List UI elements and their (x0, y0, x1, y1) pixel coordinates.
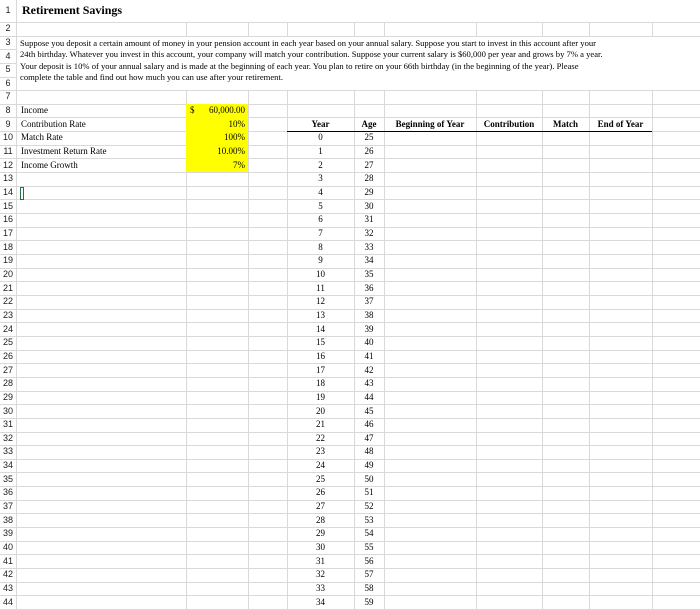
year-cell[interactable]: 31 (316, 555, 325, 566)
row-header[interactable]: 23 (2, 309, 13, 320)
input-value[interactable]: 10% (228, 118, 245, 129)
row-header[interactable]: 4 (5, 50, 11, 61)
age-cell[interactable]: 59 (364, 596, 374, 607)
year-cell[interactable]: 28 (316, 514, 325, 525)
row-header[interactable]: 13 (2, 173, 13, 184)
age-cell[interactable]: 27 (364, 159, 374, 170)
year-cell[interactable]: 18 (316, 378, 325, 389)
row-header[interactable]: 11 (3, 146, 13, 157)
row-header[interactable]: 44 (2, 596, 13, 607)
year-cell[interactable]: 11 (316, 282, 325, 293)
gridline-vertical (16, 0, 17, 609)
year-cell[interactable]: 3 (318, 173, 323, 184)
row-header[interactable]: 32 (2, 432, 13, 443)
row-header[interactable]: 33 (2, 446, 13, 457)
age-cell[interactable]: 25 (364, 132, 374, 143)
row-header[interactable]: 17 (2, 228, 13, 239)
age-cell[interactable]: 30 (364, 200, 374, 211)
header-year: Year (311, 118, 330, 129)
year-cell[interactable]: 8 (318, 241, 323, 252)
description-line: complete the table and find out how much you can use after your retirement. (20, 72, 283, 83)
input-label: Match Rate (21, 132, 63, 143)
age-cell[interactable]: 41 (364, 350, 374, 361)
sheet-title: Retirement Savings (22, 3, 123, 17)
input-label: Income (21, 105, 48, 116)
row-header[interactable]: 40 (2, 542, 13, 553)
gridline-horizontal (0, 104, 700, 105)
year-cell[interactable]: 1 (318, 146, 323, 157)
row-header[interactable]: 41 (2, 555, 13, 566)
row-header[interactable]: 25 (2, 337, 13, 348)
header-age: Age (361, 118, 377, 129)
row-header[interactable]: 39 (2, 528, 13, 539)
age-cell[interactable]: 38 (364, 309, 374, 320)
year-cell[interactable]: 27 (316, 501, 325, 512)
age-cell[interactable]: 58 (364, 583, 374, 594)
age-cell[interactable]: 51 (364, 487, 374, 498)
year-cell[interactable]: 13 (316, 309, 325, 320)
age-cell[interactable]: 53 (364, 514, 374, 525)
row-header[interactable]: 36 (2, 487, 13, 498)
year-cell[interactable]: 26 (316, 487, 325, 498)
year-cell[interactable]: 25 (316, 473, 325, 484)
age-cell[interactable]: 35 (364, 268, 374, 279)
gridline-vertical (186, 0, 187, 609)
year-cell[interactable]: 10 (316, 268, 325, 279)
age-cell[interactable]: 32 (364, 228, 374, 239)
age-cell[interactable]: 34 (364, 255, 374, 266)
year-cell[interactable]: 23 (316, 446, 325, 457)
age-cell[interactable]: 26 (364, 146, 374, 157)
header-beginning-of-year: Beginning of Year (395, 118, 465, 129)
row-header[interactable]: 24 (2, 323, 13, 334)
row-header[interactable]: 28 (2, 378, 13, 389)
row-header[interactable]: 29 (2, 391, 13, 402)
row-header[interactable]: 15 (2, 200, 13, 211)
row-header[interactable]: 9 (5, 118, 11, 129)
problem-description (20, 38, 692, 84)
age-cell[interactable]: 31 (364, 214, 374, 225)
row-header[interactable]: 2 (5, 23, 11, 34)
description-line: 24th birthday. Whatever you invest in this account, your company will match your contribution. Suppose your current salary is $60,000 per year and grows by 7% a year. (20, 49, 603, 60)
input-value[interactable]: 7% (233, 159, 245, 170)
year-cell[interactable]: 9 (318, 255, 323, 266)
row-header[interactable]: 26 (2, 350, 13, 361)
age-cell[interactable]: 54 (364, 528, 374, 539)
year-cell[interactable]: 29 (316, 528, 325, 539)
age-cell[interactable]: 40 (364, 337, 374, 348)
row-header[interactable]: 6 (5, 77, 11, 88)
gridline-vertical (652, 0, 653, 609)
year-cell[interactable]: 14 (316, 323, 325, 334)
year-cell[interactable]: 7 (318, 228, 323, 239)
row-header[interactable]: 21 (2, 282, 13, 293)
row-header[interactable]: 43 (2, 583, 13, 594)
year-cell[interactable]: 15 (316, 337, 325, 348)
year-cell[interactable]: 17 (316, 364, 325, 375)
age-cell[interactable]: 43 (364, 378, 374, 389)
row-header[interactable]: 22 (2, 296, 13, 307)
year-cell[interactable]: 20 (316, 405, 325, 416)
age-cell[interactable]: 36 (364, 282, 374, 293)
description-line: Your deposit is 10% of your annual salary and is made at the beginning of each year. You plan to retire on your 66th birthday (in the beginning of the year). Please (20, 60, 579, 71)
row-header[interactable]: 31 (2, 419, 13, 430)
age-cell[interactable]: 42 (364, 364, 374, 375)
year-cell[interactable]: 34 (316, 596, 325, 607)
year-cell[interactable]: 6 (318, 214, 323, 225)
year-cell[interactable]: 16 (316, 350, 325, 361)
age-cell[interactable]: 29 (364, 187, 374, 198)
year-cell[interactable]: 21 (316, 419, 325, 430)
input-value[interactable]: 10.00% (217, 146, 245, 157)
currency-symbol: $ (190, 105, 195, 116)
row-header[interactable]: 38 (2, 514, 13, 525)
row-header[interactable]: 27 (2, 364, 13, 375)
row-header[interactable]: 12 (2, 159, 13, 170)
year-cell[interactable]: 12 (316, 296, 325, 307)
age-cell[interactable]: 33 (364, 241, 374, 252)
year-cell[interactable]: 0 (318, 132, 323, 143)
row-header[interactable]: 3 (5, 36, 11, 47)
age-cell[interactable]: 52 (364, 501, 374, 512)
row-header[interactable]: 18 (2, 241, 13, 252)
year-cell[interactable]: 32 (316, 569, 325, 580)
description-line: Suppose you deposit a certain amount of money in your pension account in each year based on your annual salary. Suppose you start to invest in this account after your (20, 37, 597, 48)
row-header[interactable]: 10 (2, 132, 13, 143)
row-header[interactable]: 42 (2, 569, 13, 580)
gridline-vertical (476, 0, 477, 609)
input-label: Contribution Rate (21, 118, 86, 129)
age-cell[interactable]: 39 (364, 323, 374, 334)
age-cell[interactable]: 46 (364, 419, 374, 430)
row-header[interactable]: 19 (2, 255, 13, 266)
year-cell[interactable]: 33 (316, 583, 325, 594)
year-cell[interactable]: 24 (316, 460, 325, 471)
age-cell[interactable]: 57 (364, 569, 374, 580)
gridline-vertical (542, 0, 543, 609)
row-header[interactable]: 16 (2, 214, 13, 225)
row-header[interactable]: 20 (2, 268, 13, 279)
row-header[interactable]: 14 (2, 187, 13, 198)
header-contribution: Contribution (483, 118, 535, 129)
gridline-vertical (384, 0, 385, 609)
input-value[interactable]: 100% (224, 132, 245, 143)
row-header[interactable]: 30 (2, 405, 13, 416)
age-cell[interactable]: 44 (364, 391, 374, 402)
year-cell[interactable]: 5 (318, 200, 323, 211)
age-cell[interactable]: 45 (364, 405, 374, 416)
age-cell[interactable]: 50 (364, 473, 374, 484)
year-cell[interactable]: 19 (316, 391, 325, 402)
active-cell[interactable] (20, 187, 24, 201)
input-label: Investment Return Rate (21, 146, 107, 157)
header-match: Match (553, 118, 578, 129)
age-cell[interactable]: 28 (364, 173, 374, 184)
year-cell[interactable]: 22 (316, 432, 325, 443)
row-header[interactable]: 35 (2, 473, 13, 484)
year-cell[interactable]: 2 (318, 159, 323, 170)
input-label: Income Growth (21, 159, 78, 170)
age-cell[interactable]: 47 (364, 432, 374, 443)
row-header[interactable]: 34 (2, 460, 13, 471)
row-header[interactable]: 8 (5, 105, 11, 116)
row-header[interactable]: 7 (5, 91, 11, 102)
row-header[interactable]: 1 (5, 5, 11, 16)
gridline-horizontal (0, 90, 700, 91)
age-cell[interactable]: 56 (364, 555, 374, 566)
input-value[interactable]: 60,000.00 (209, 105, 245, 116)
age-cell[interactable]: 48 (364, 446, 374, 457)
year-cell[interactable]: 4 (318, 187, 323, 198)
gridline-horizontal (0, 22, 700, 23)
gridline-vertical (589, 0, 590, 609)
row-header[interactable]: 5 (5, 64, 11, 75)
row-header[interactable]: 37 (2, 501, 13, 512)
age-cell[interactable]: 49 (364, 460, 374, 471)
gridline-vertical (248, 0, 249, 609)
year-cell[interactable]: 30 (316, 542, 325, 553)
age-cell[interactable]: 37 (364, 296, 374, 307)
age-cell[interactable]: 55 (364, 542, 374, 553)
header-end-of-year: End of Year (597, 118, 644, 129)
